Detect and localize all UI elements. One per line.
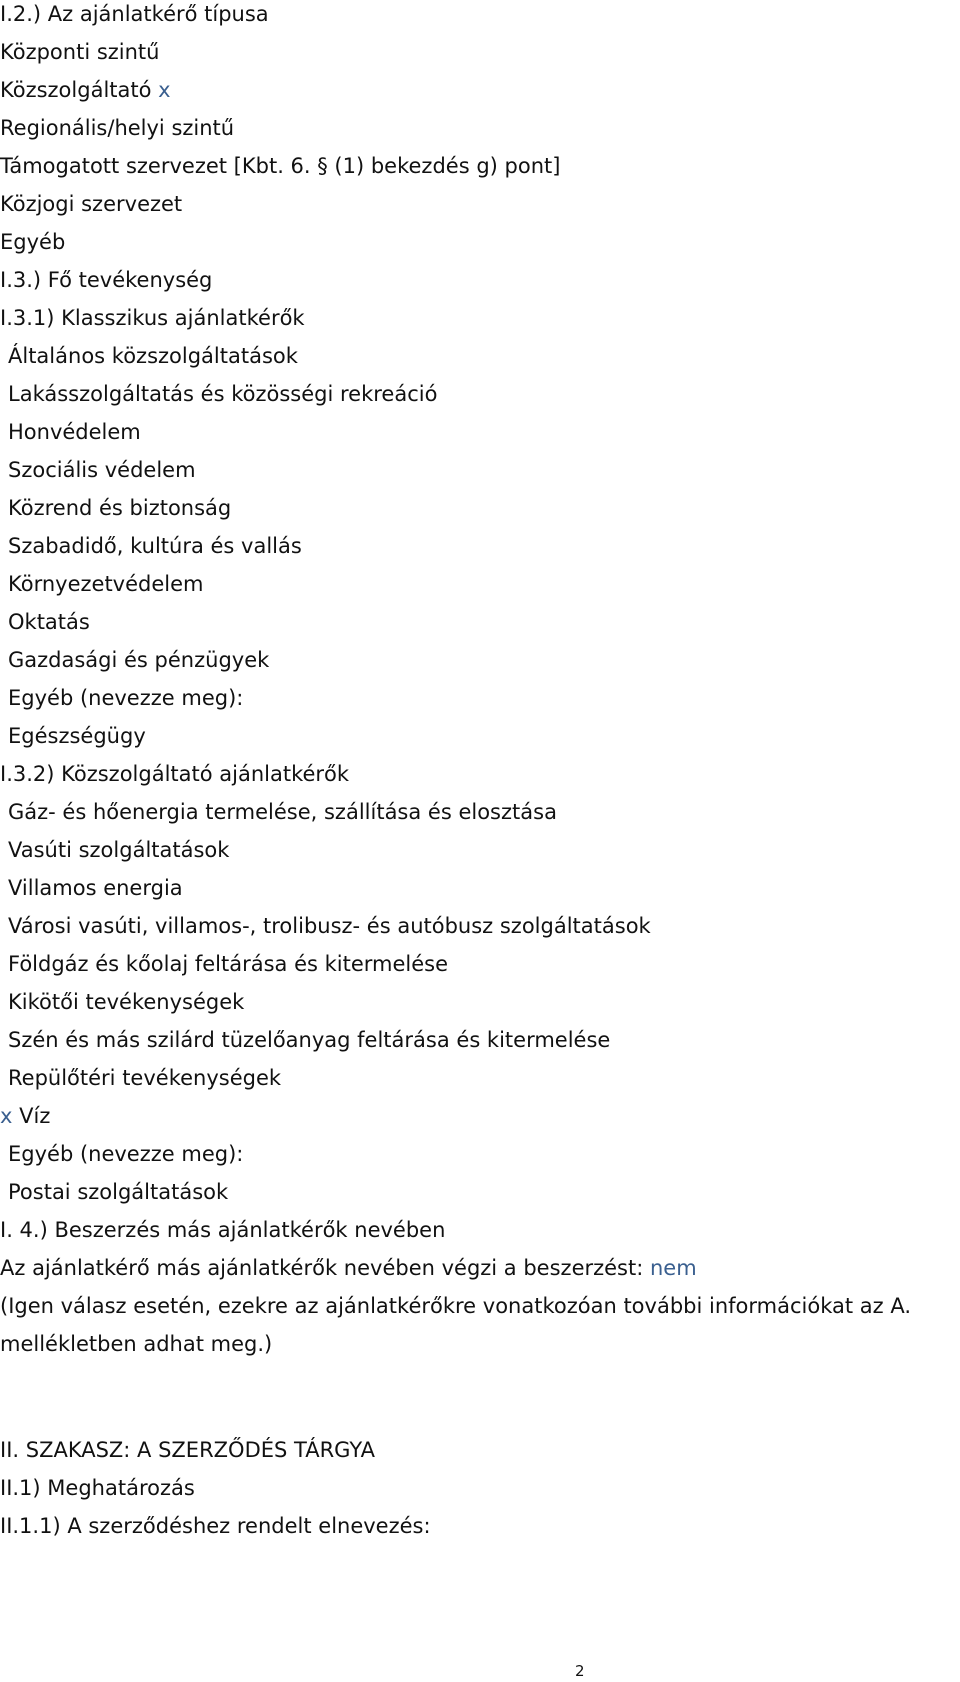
- list-item: Egyéb (nevezze meg):: [8, 1142, 244, 1166]
- selected-mark: x: [158, 78, 171, 102]
- list-item: Szociális védelem: [8, 458, 196, 482]
- subsection-heading-contract-title: II.1.1) A szerződéshez rendelt elnevezés:: [0, 1514, 431, 1538]
- list-item: Városi vasúti, villamos-, trolibusz- és autóbusz szolgáltatások: [8, 914, 651, 938]
- option-supported-organisation: Támogatott szervezet [Kbt. 6. § (1) bekezdés g) pont]: [0, 154, 561, 178]
- section-heading-main-activity: I.3.) Fő tevékenység: [0, 268, 213, 292]
- list-item-water: [0, 1102, 50, 1130]
- list-item: Oktatás: [8, 610, 90, 634]
- subsection-heading-description: II.1) Meghatározás: [0, 1476, 195, 1500]
- list-item: Egészségügy: [8, 724, 146, 748]
- subsection-heading-classical: I.3.1) Klasszikus ajánlatkérők: [0, 306, 305, 330]
- list-item: Postai szolgáltatások: [8, 1180, 229, 1204]
- option-central: Központi szintű: [0, 40, 160, 64]
- option-utility: [0, 76, 171, 104]
- list-item: Általános közszolgáltatások: [8, 344, 298, 368]
- procurement-question-text: Az ajánlatkérő más ajánlatkérők nevében végzi a beszerzést:: [0, 1256, 644, 1280]
- procurement-answer: nem: [650, 1256, 697, 1280]
- list-item: Villamos energia: [8, 876, 183, 900]
- section-heading-contract-subject: II. SZAKASZ: A SZERZŐDÉS TÁRGYA: [0, 1438, 375, 1462]
- subsection-heading-utilities: I.3.2) Közszolgáltató ajánlatkérők: [0, 762, 350, 786]
- list-item: Lakásszolgáltatás és közösségi rekreáció: [8, 382, 438, 406]
- section-heading-contracting-authority-type: I.2.) Az ajánlatkérő típusa: [0, 2, 269, 26]
- section-heading-procurement-on-behalf: I. 4.) Beszerzés más ajánlatkérők nevében: [0, 1218, 446, 1242]
- selected-mark: x: [0, 1104, 13, 1128]
- procurement-note-line: (Igen válasz esetén, ezekre az ajánlatkérőkre vonatkozóan további információkat az A.: [0, 1294, 912, 1318]
- option-other: Egyéb: [0, 230, 66, 254]
- list-item: Gáz- és hőenergia termelése, szállítása és elosztása: [8, 800, 557, 824]
- list-item: Szabadidő, kultúra és vallás: [8, 534, 302, 558]
- list-item: Repülőtéri tevékenységek: [8, 1066, 282, 1090]
- list-item: Egyéb (nevezze meg):: [8, 686, 244, 710]
- list-item-water-label: Víz: [19, 1104, 51, 1128]
- list-item: Környezetvédelem: [8, 572, 204, 596]
- list-item: Szén és más szilárd tüzelőanyag feltárása és kitermelése: [8, 1028, 611, 1052]
- list-item: Közrend és biztonság: [8, 496, 232, 520]
- list-item: Honvédelem: [8, 420, 141, 444]
- procurement-note-line: mellékletben adhat meg.): [0, 1332, 273, 1356]
- procurement-question: [0, 1254, 697, 1282]
- option-utility-label: Közszolgáltató: [0, 78, 152, 102]
- list-item: Kikötői tevékenységek: [8, 990, 245, 1014]
- list-item: Vasúti szolgáltatások: [8, 838, 230, 862]
- list-item: Gazdasági és pénzügyek: [8, 648, 270, 672]
- option-public-law-body: Közjogi szervezet: [0, 192, 183, 216]
- page-number: 2: [575, 1662, 585, 1680]
- list-item: Földgáz és kőolaj feltárása és kitermelése: [8, 952, 449, 976]
- option-regional: Regionális/helyi szintű: [0, 116, 235, 140]
